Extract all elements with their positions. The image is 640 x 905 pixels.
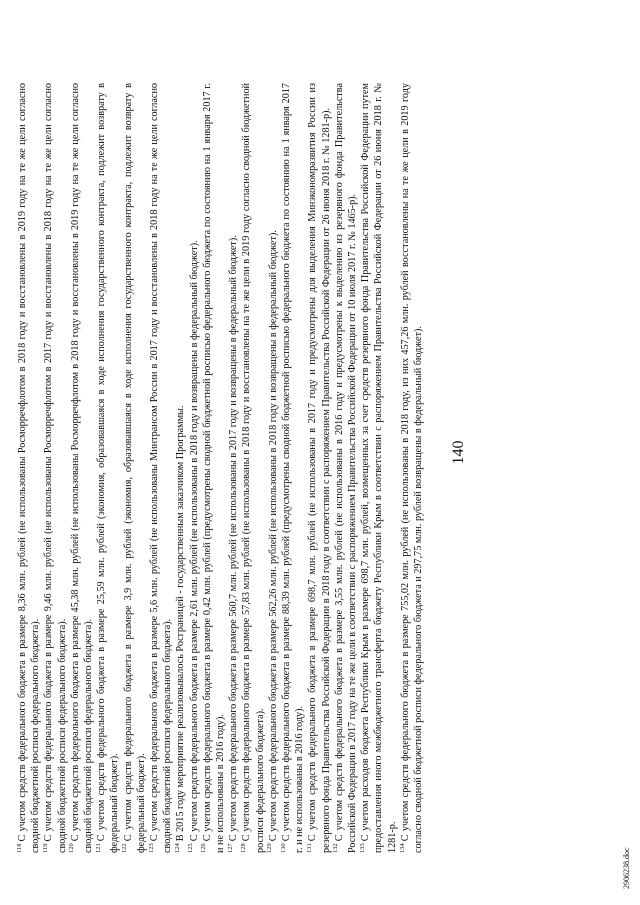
page-number: 140: [450, 440, 467, 465]
footnote-text: С учетом средств федерального бюджета в размере 3,9 млн. рублей (экономия, образовавшаяся в ходе исполнения государственного контракта, подлежит возврату в федеральный бюджет).: [122, 83, 147, 853]
footnote: [69, 83, 95, 853]
footnote-number: 124: [174, 843, 182, 853]
footnote-text: С учетом средств федерального бюджета в размере 3,55 млн. рублей (не использованы в 2016 году и предусмотрены к выделению из резервного фонда Правительства Российской Федерации в 2017 году на те же цели в соответствии с распоряжением Правительства Российской Федерации от 10 июля 2017 г. № 1465-р).: [333, 83, 359, 853]
footnote: [267, 83, 280, 853]
footnote-text: С учетом средств федерального бюджета в размере 755,02 млн. рублей (не использованы в 2018 году, из них 457,26 млн. рублей восстановлены на те же цели в 2019 году согласно сводной бюджетной росписи федерального бюджета и 297,75 млн. рублей возвращены в федеральный бюджет).: [399, 83, 425, 853]
footnote: [95, 83, 121, 853]
footnote-number: 132: [332, 843, 340, 853]
footnote-number: 134: [398, 843, 406, 853]
footnote: [174, 83, 187, 853]
footnotes-list: [16, 83, 425, 853]
file-code: 2906238.doc: [622, 847, 631, 889]
footnote: [306, 83, 332, 853]
footnote-number: 122: [121, 843, 129, 853]
footnote-number: 128: [240, 843, 248, 853]
footnote-number: 120: [68, 843, 76, 853]
footnote: [188, 83, 201, 853]
footnote: [280, 83, 306, 853]
footnote-number: 126: [200, 843, 208, 853]
footnote-text: С учетом средств федерального бюджета в размере 45,38 млн. рублей (не использованы Росморречфлотом в 2018 году и восстановлены в 2019 году на те же цели согласно сводной бюджетной росписи федерального бюджета).: [69, 83, 95, 853]
footnote-number: 133: [358, 843, 366, 853]
footnote-text: С учетом средств федерального бюджета в размере 57,83 млн. рублей (не использованы в 2018 году и восстановлены на те же цели в 2019 году согласно сводной бюджетной росписи федерального бюджета).: [241, 83, 266, 853]
footnote-text: С учетом средств федерального бюджета в размере 8,36 млн. рублей (не использованы Росморречфлотом в 2018 году и восстановлены в 2019 году на те же цели согласно сводной бюджетной росписи федерального бюджета).: [17, 83, 42, 853]
footnote: [240, 83, 266, 853]
footnote-text: С учетом средств федерального бюджета в размере 88,39 млн. рублей (предусмотрены сводной бюджетной росписью федерального бюджета по состоянию на 1 января 2017 г. и не использованы в 2016 году).: [281, 83, 306, 853]
footnote-text: С учетом средств федерального бюджета в размере 698,7 млн. рублей (не использованы в 2017 году и предусмотрены для выделения Минэкономразвития России из резервного фонда Правительства Российской Федерации в 2018 году в соответствии с распоряжением Правительства Российской Федерации от 26 июня 2018 г. № 1281-р).: [307, 83, 332, 853]
footnote-text: С учетом средств федерального бюджета в размере 0,42 млн. рублей (предусмотрены сводной бюджетной росписью федерального бюджета по состоянию на 1 января 2017 г. и не использованы в 2016 году).: [201, 83, 227, 853]
footnote: [333, 83, 359, 853]
footnote-text: С учетом средств федерального бюджета в размере 560,7 млн. рублей (не использованы в 2017 году и возвращены в федеральный бюджет).: [228, 235, 240, 842]
footnote-text: В 2015 году мероприятие реализовывалось Росграницей - государственным заказчиком Программы.: [175, 405, 187, 842]
footnote-text: С учетом средств федерального бюджета в размере 9,46 млн. рублей (не использованы Росморречфлотом в 2017 году и восстановлены в 2018 году на те же цели согласно сводной бюджетной росписи федерального бюджета).: [43, 83, 68, 853]
footnote-number: 125: [187, 843, 195, 853]
footnote-text: С учетом средств федерального бюджета в размере 5,6 млн. рублей (не использованы Минтрансом России в 2017 году и восстановлены в 2018 году на те же цели согласно сводной бюджетной росписи федерального бюджета).: [149, 83, 174, 853]
footnote: [16, 83, 42, 853]
footnote-number: 121: [94, 843, 102, 853]
footnote: [359, 83, 399, 853]
footnote-number: 127: [226, 843, 234, 853]
footnote-text: С учетом средств федерального бюджета в размере 2,61 млн. рублей (не использованы в 2018 году и возвращены в федеральный бюджет).: [188, 240, 200, 842]
footnote-number: 118: [15, 843, 23, 853]
footnote: [227, 83, 240, 853]
footnote: [399, 83, 425, 853]
footnote-text: С учетом средств федерального бюджета в размере 25,59 млн. рублей (экономия, образовавшаяся в ходе исполнения государственного контракта, подлежит возврату в федеральный бюджет).: [96, 83, 121, 853]
footnote: [42, 83, 68, 853]
footnote-text: С учетом расходов бюджета Республики Крым в размере 698,7 млн. рублей, возмещенных за счет средств резервного фонда Правительства Российской Федерации путем предоставления иного межбюджетного трансферта бюджету Республики Крым в соответствии с распоряжением Правительства Российской Федерации от 26 июня 2018 г. № 1281-р.: [360, 83, 398, 853]
footnote: [201, 83, 227, 853]
footnote-number: 119: [42, 843, 50, 853]
footnote-number: 129: [266, 843, 274, 853]
footnote-number: 123: [147, 843, 155, 853]
footnote: [122, 83, 148, 853]
footnote-number: 130: [279, 843, 287, 853]
footnote-number: 131: [306, 843, 314, 853]
footnote-text: С учетом средств федерального бюджета в размере 562,26 млн. рублей (не использованы в 2018 году и возвращены в федеральный бюджет).: [267, 230, 279, 842]
footnote: [148, 83, 174, 853]
